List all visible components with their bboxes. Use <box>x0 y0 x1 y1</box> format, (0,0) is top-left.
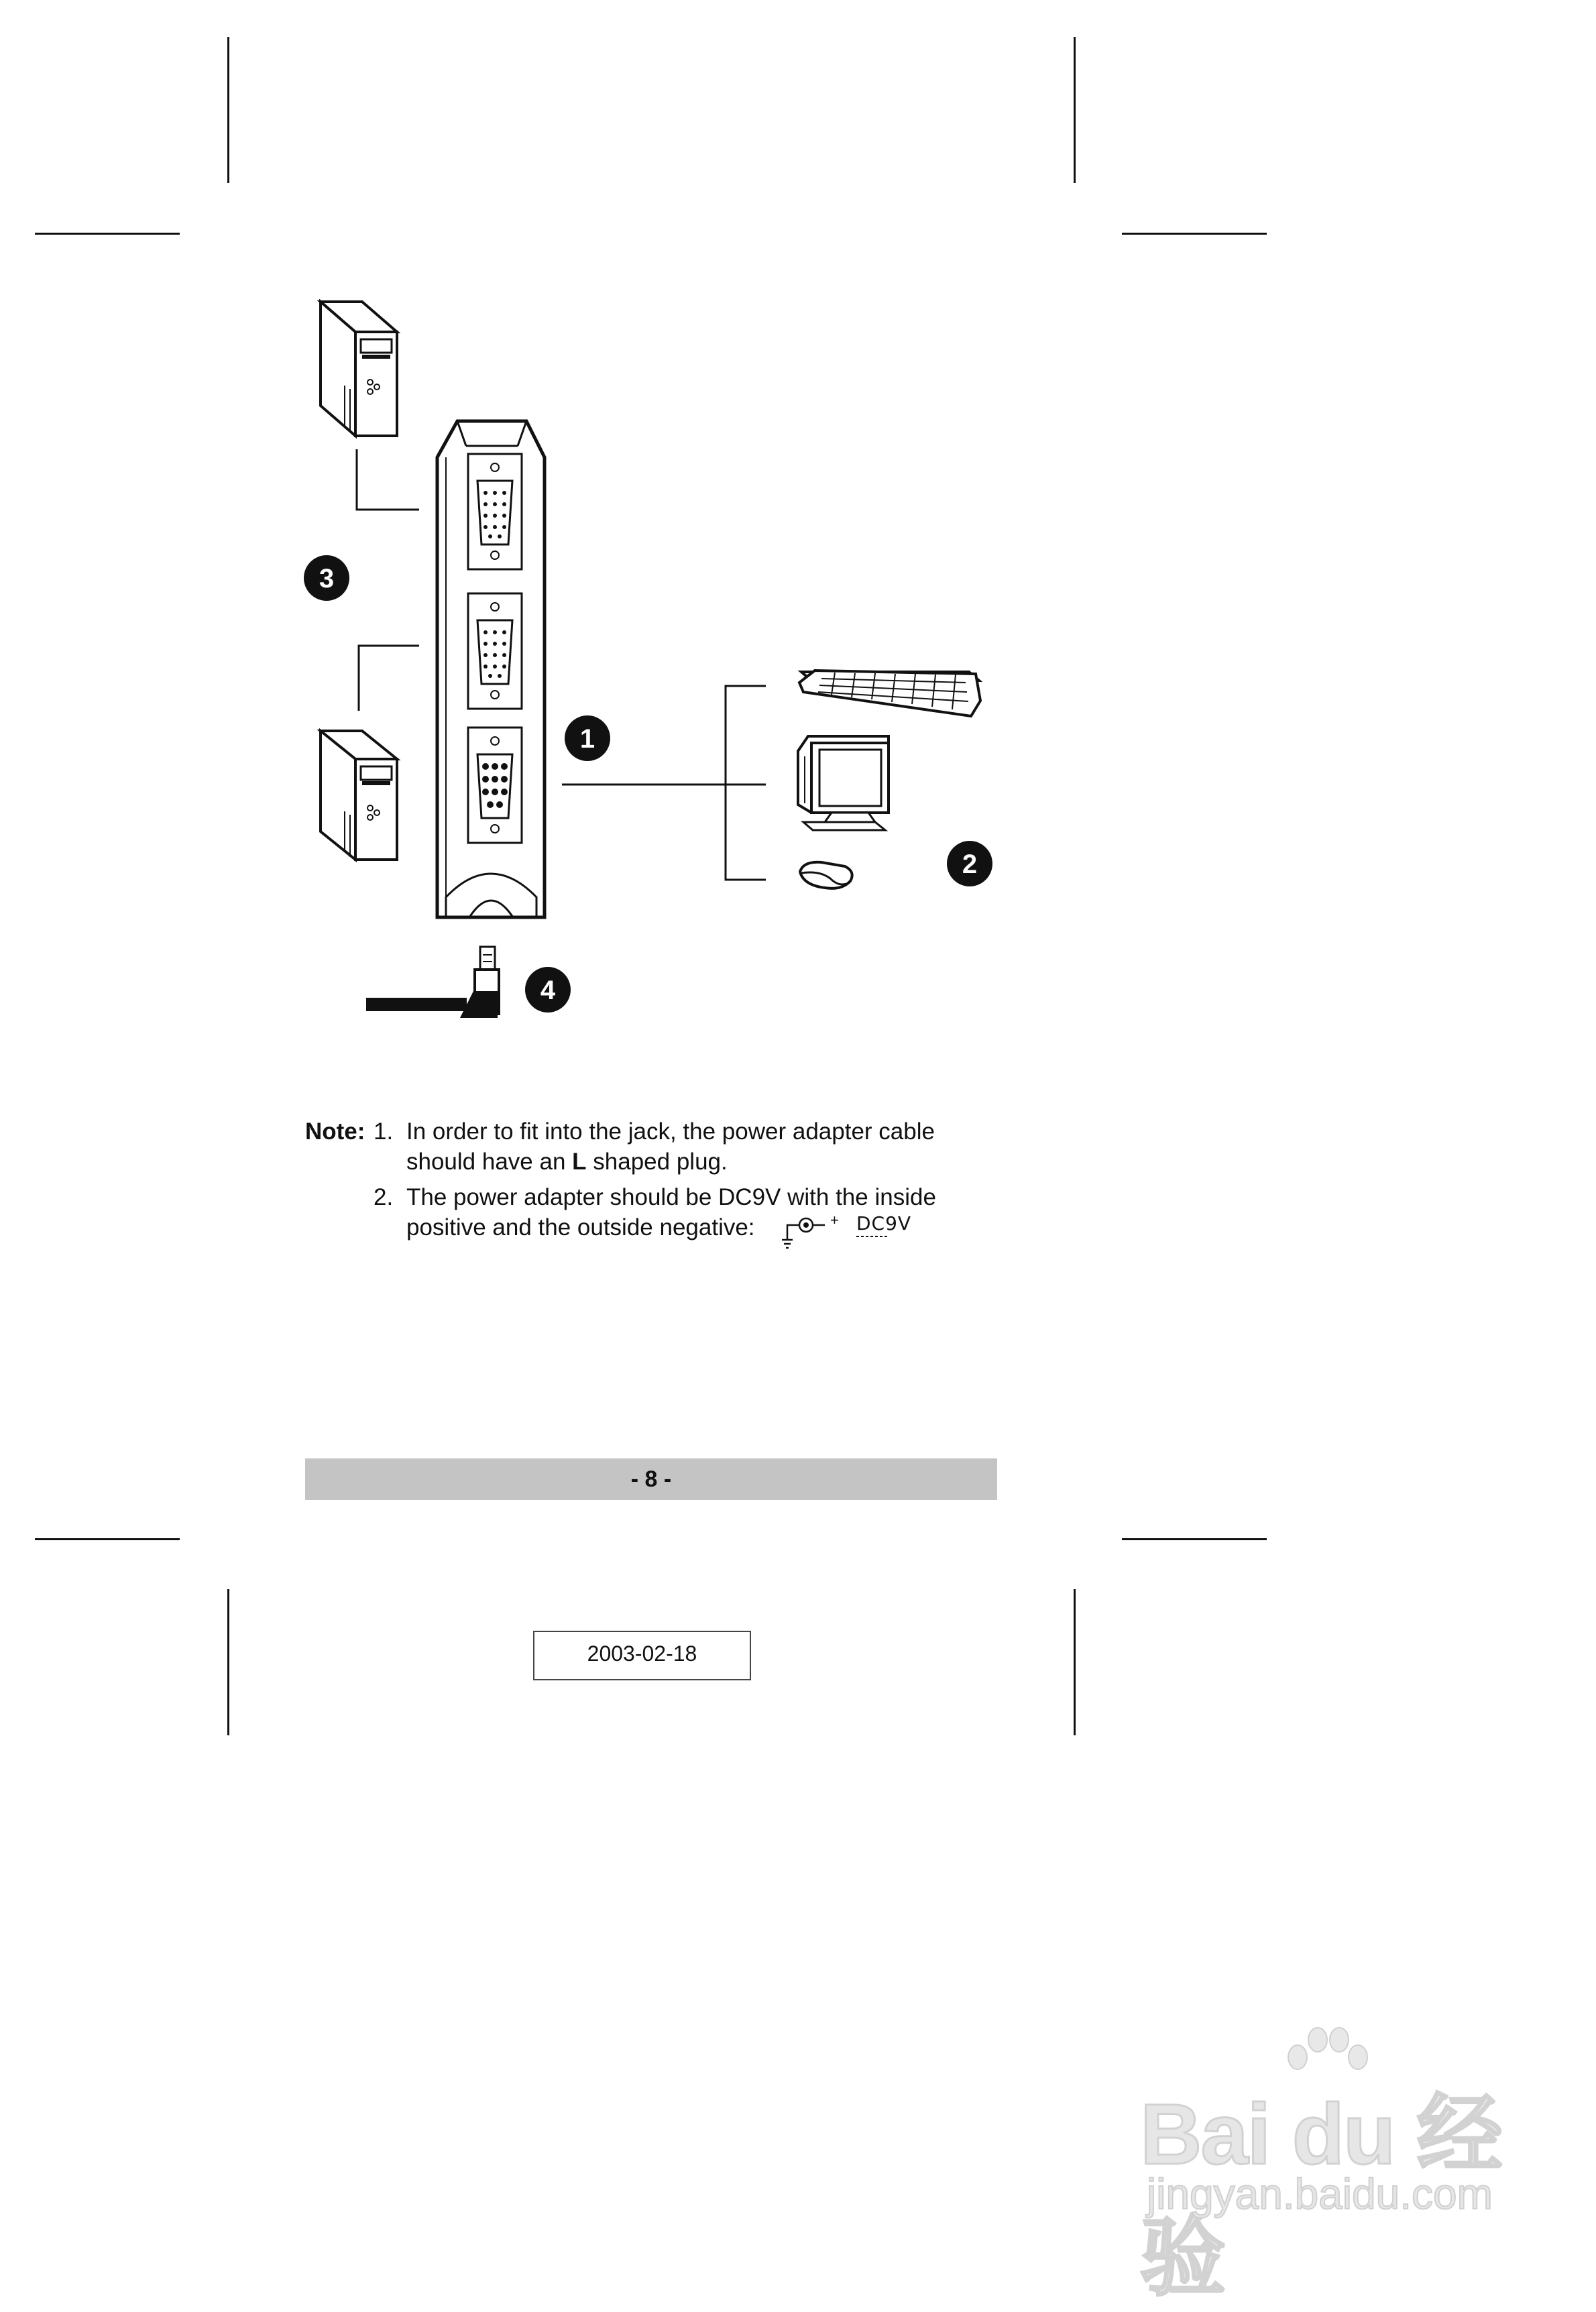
svg-text:2: 2 <box>962 850 978 879</box>
polarity-symbol-icon <box>778 1210 852 1257</box>
watermark-brand: Bai du 经验 <box>1140 2087 1501 2306</box>
computer-top-icon <box>321 302 397 436</box>
crop-mark-bottom-left-horizontal <box>35 1538 180 1540</box>
l-plug-letter: L <box>572 1149 587 1175</box>
note-2-line-2: positive and the outside negative: <box>406 1214 755 1240</box>
svg-text:1: 1 <box>579 724 595 754</box>
page-number: - 8 - <box>630 1466 672 1492</box>
svg-text:4: 4 <box>540 976 556 1005</box>
svg-text:DC9V: DC9V <box>856 1214 912 1234</box>
crop-mark-bottom-right-vertical <box>1074 1589 1076 1735</box>
svg-text:3: 3 <box>319 564 335 593</box>
dc-voltage-symbol <box>855 1214 942 1247</box>
date-box: 2003-02-18 <box>533 1631 751 1680</box>
cable-top-computer <box>357 449 419 510</box>
note-1-number: 1. <box>374 1118 394 1145</box>
computer-bottom-icon <box>321 731 397 860</box>
power-plug-icon <box>366 947 499 1018</box>
callout-2 <box>947 841 992 886</box>
baidu-watermark <box>1140 2025 1569 2306</box>
callout-1 <box>565 715 610 761</box>
monitor-icon <box>798 736 889 830</box>
kvm-connection-diagram <box>0 0 1596 1046</box>
cable-bottom-computer <box>359 646 419 711</box>
kvm-switch-icon <box>437 421 545 917</box>
crop-mark-bottom-left-vertical <box>227 1589 229 1735</box>
note-2-number: 2. <box>374 1184 394 1210</box>
callout-3 <box>304 555 349 601</box>
svg-text:+: + <box>830 1212 839 1228</box>
footer-bar <box>305 1458 997 1500</box>
mouse-icon <box>800 862 852 888</box>
callout-4 <box>525 967 571 1013</box>
watermark-url: jingyan.baidu.com <box>1147 2170 1493 2218</box>
keyboard-icon <box>799 671 980 716</box>
note-1-line-2: should have an L shaped plug. <box>406 1149 728 1175</box>
crop-mark-bottom-right-horizontal <box>1122 1538 1267 1540</box>
note-2-line-1: The power adapter should be DC9V with the inside <box>406 1184 936 1210</box>
note-1-line-1: In order to fit into the jack, the power adapter cable <box>406 1118 935 1145</box>
note-label: Note: <box>305 1118 365 1145</box>
console-bracket <box>726 686 766 880</box>
